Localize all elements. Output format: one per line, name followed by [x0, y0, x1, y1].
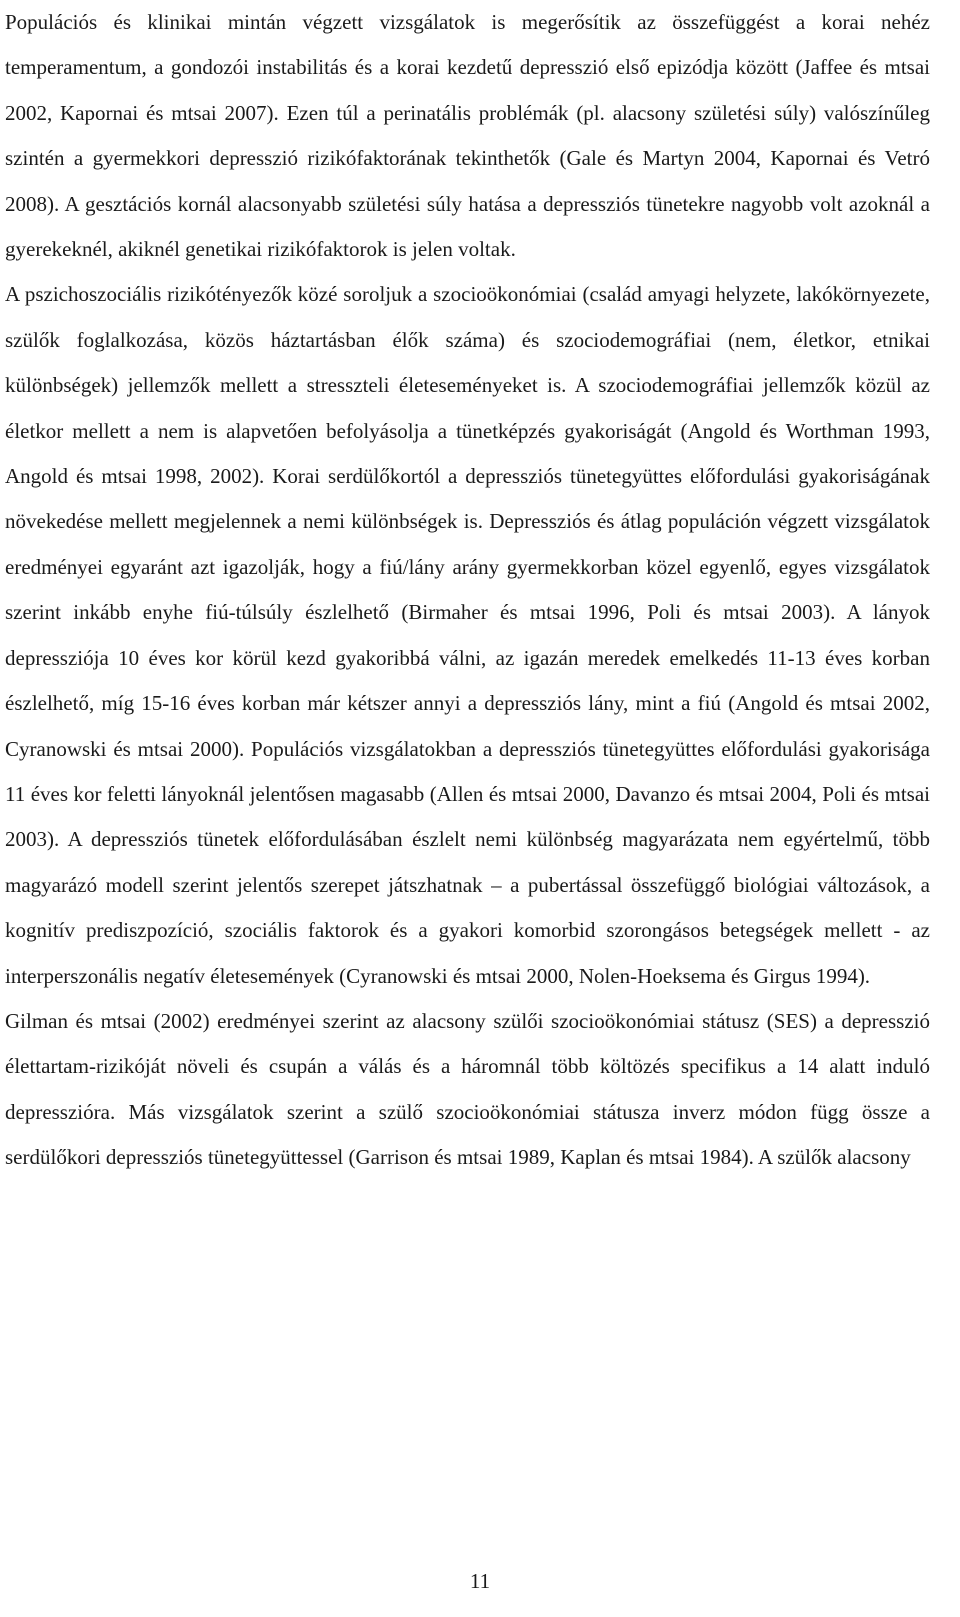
paragraph-perinatal-risk: Populációs és klinikai mintán végzett vizsgálatok is megerősítik az összefüggést a korai nehéz temperamentum, a gondozói instabilitás és a korai kezdetű depresszió első epizódja között (Jaffee és mtsai 2002, Kapornai és mtsai 2007). Ezen túl a perinatális problémák (pl. alacsony születési súly) valószínűleg szintén a gyermekkori depresszió rizikófaktorának tekinthetők (Gale és Martyn 2004, Kapornai és Vetró 2008). A gesztációs kornál alacsonyabb születési súly hatása a depressziós tünetekre nagyobb volt azoknál a gyerekeknél, akiknél genetikai rizikófaktorok is jelen voltak. [5, 10, 930, 262]
page-number: 11 [469, 1569, 491, 1593]
paragraph-psychosocial-risk: A pszichoszociális rizikótényezők közé soroljuk a szocioökonómiai (család amyagi helyzete, lakókörnyezete, szülők foglalkozása, közös háztartásban élők száma) és szociodemográfiai (nem, életkor, etnikai különbségek) jellemzők mellett a stresszteli életeseményeket is. A szociodemográfiai jellemzők közül az életkor mellett a nem is alapvetően befolyásolja a tünetképzés gyakoriságát (Angold és Worthman 1993, Angold és mtsai 1998, 2002). Korai serdülőkortól a depressziós tünetegyüttes előfordulási gyakoriságának növekedése mellett megjelennek a nemi különbségek is. Depressziós és átlag populáción végzett vizsgálatok eredményei egyaránt azt igazolják, hogy a fiú/lány arány gyermekkorban közel egyenlő, egyes vizsgálatok szerint inkább enyhe fiú-túlsúly észlelhető (Birmaher és mtsai 1996, Poli és mtsai 2003). A lányok depressziója 10 éves kor körül kezd gyakoribbá válni, az igazán meredek emelkedés 11-13 éves korban észlelhető, míg 15-16 éves korban már kétszer annyi a depressziós lány, mint a fiú (Angold és mtsai 2002, Cyranowski és mtsai 2000). Populációs vizsgálatokban a depressziós tünetegyüttes előfordulási gyakorisága 11 éves kor feletti lányoknál jelentősen magasabb (Allen és mtsai 2000, Davanzo és mtsai 2004, Poli és mtsai 2003). A depressziós tünetek előfordulásában észlelt nemi különbség magyarázata nem egyértelmű, több magyarázó modell szerint jelentős szerepet játszhatnak – a pubertással összefüggő biológiai változások, a kognitív prediszpozíció, szociális faktorok és a gyakori komorbid szorongásos betegségek mellett - az interperszonális negatív életesemények (Cyranowski és mtsai 2000, Nolen-Hoeksema és Girgus 1994). [5, 282, 930, 988]
document-body [5, 0, 930, 1181]
paragraph-ses: Gilman és mtsai (2002) eredményei szerint az alacsony szülői szocioökonómiai státusz (SES) a depresszió élettartam-rizikóját növeli és csupán a válás és a háromnál több költözés specifikus a 14 alatt induló depresszióra. Más vizsgálatok szerint a szülő szocioökonómiai státusza inverz módon függ össze a serdülőkori depressziós tünetegyüttessel (Garrison és mtsai 1989, Kaplan és mtsai 1984). A szülők alacsony [5, 1008, 930, 1170]
